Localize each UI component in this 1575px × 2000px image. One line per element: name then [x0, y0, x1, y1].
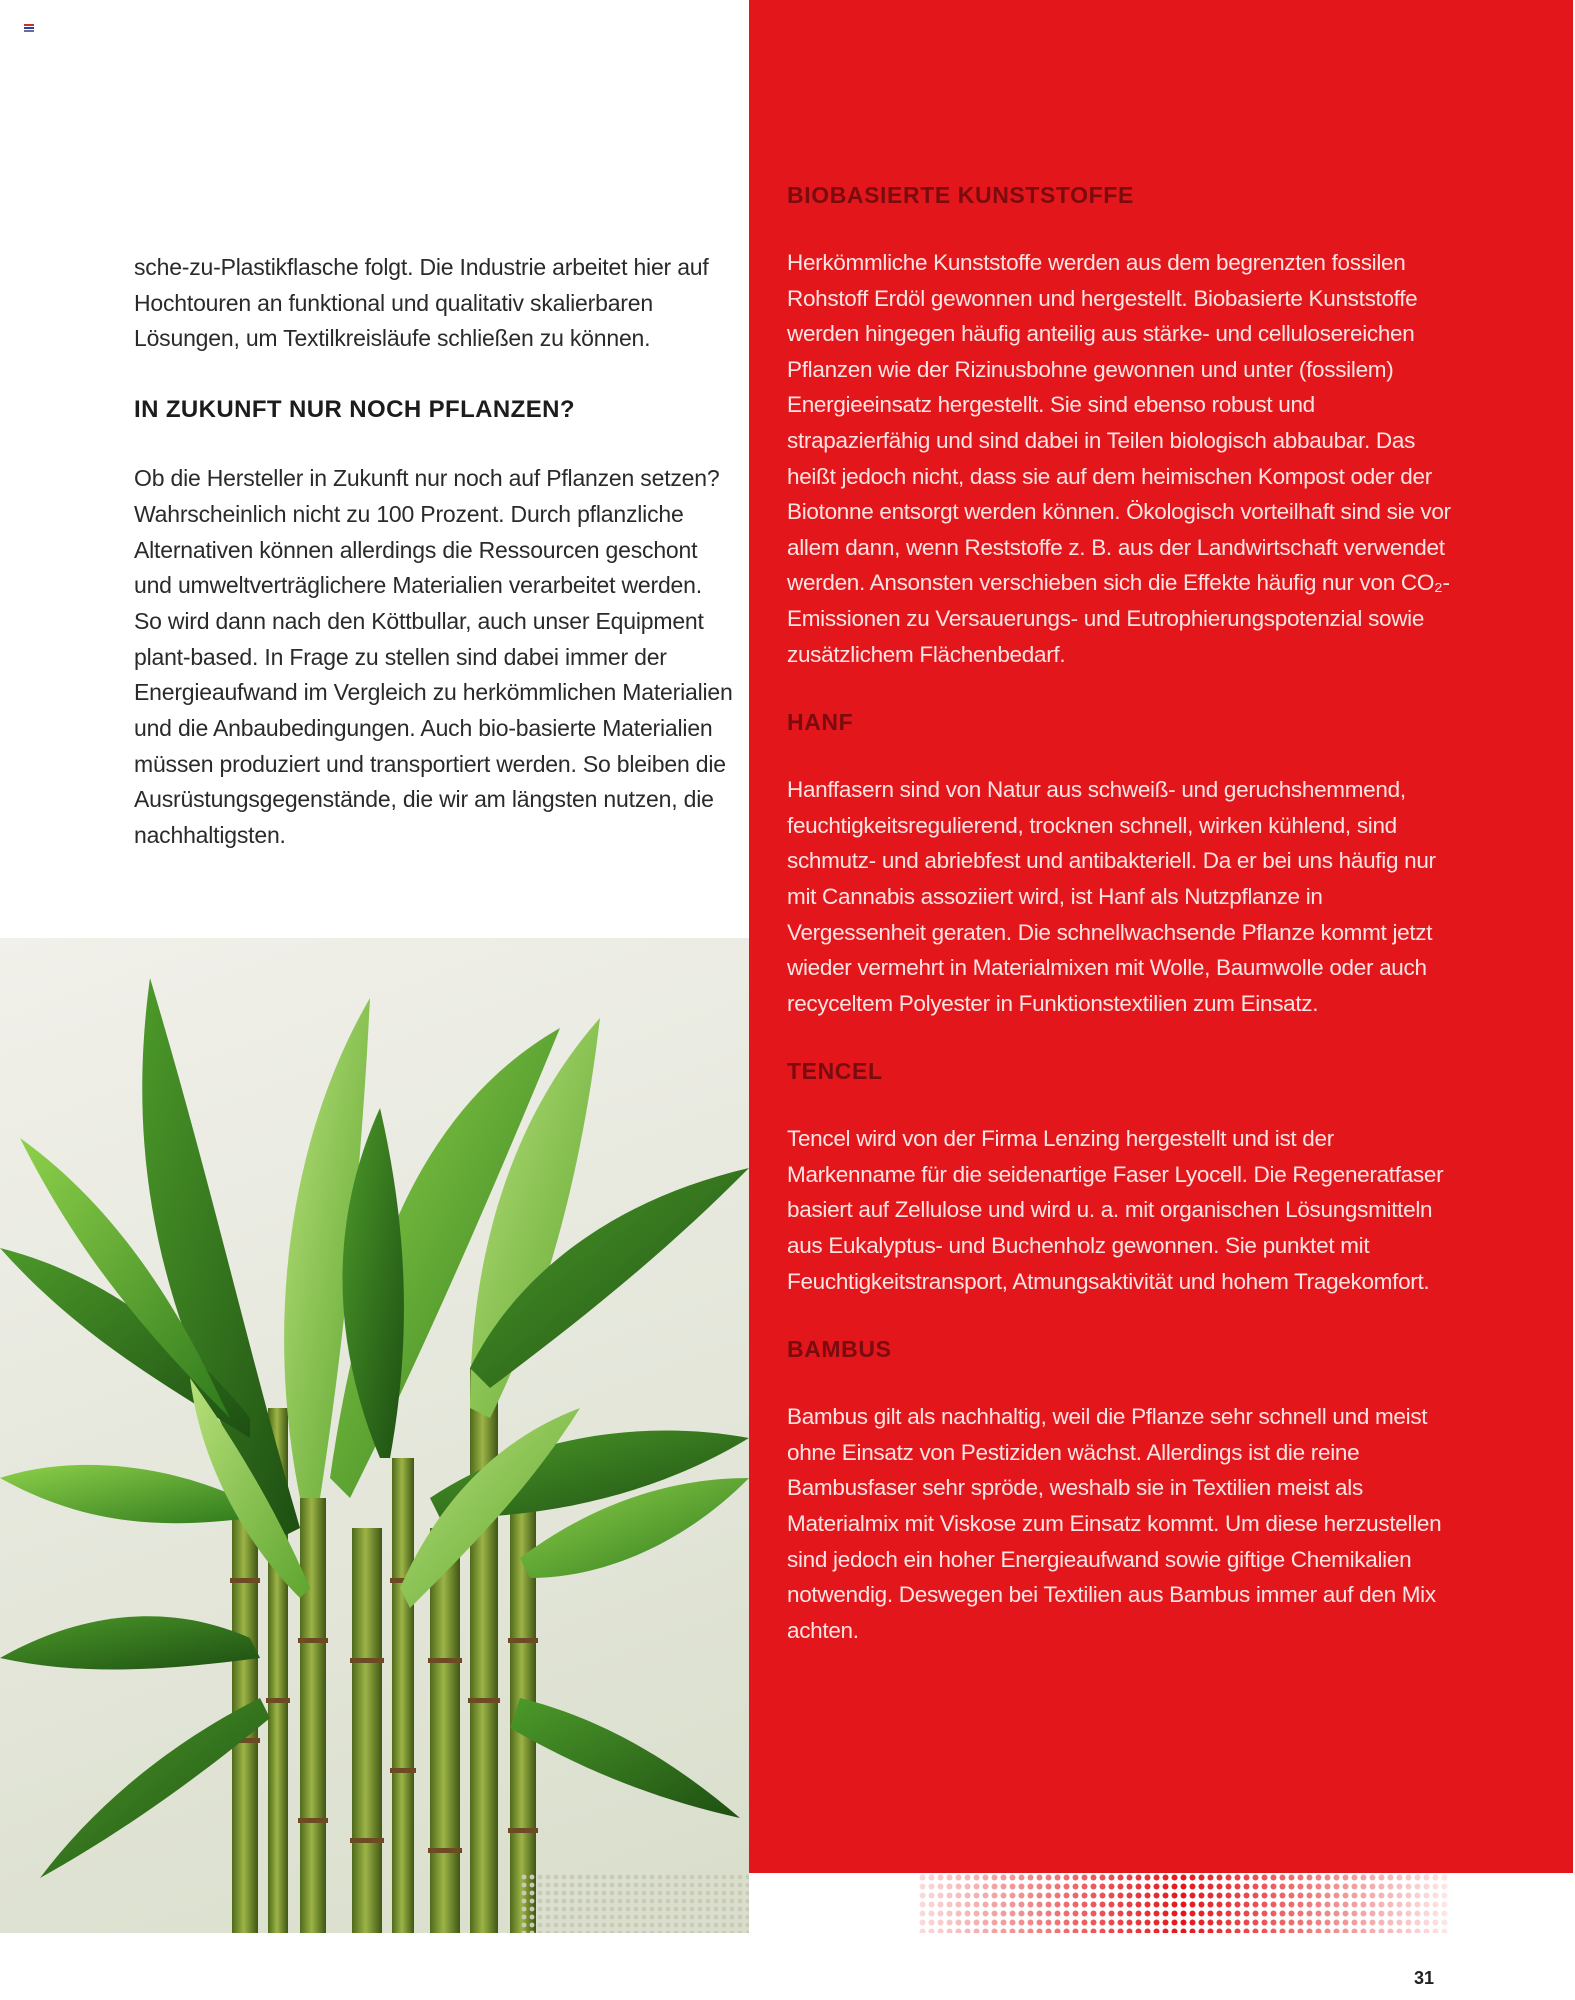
heading-tencel: TENCEL — [787, 1058, 883, 1085]
body-paragraph: Ob die Hersteller in Zukunft nur noch auf Pflanzen setzen? Wahrscheinlich nicht zu 100 Prozent. Durch pflanzliche Alternativen können allerdings die Ressourcen geschont und umweltverträglichere Materialien verarbeitet werden. So wird dann nach den Köttbullar, auch unser Equipment plant-based. In Frage zu stellen sind dabei immer der Energieaufwand im Vergleich zu herkömmlichen Materialien und die Anbaubedingungen. Auch bio-basierte Materialien müssen produziert und transportiert werden. So bleiben die Ausrüstungsgegenstände, die wir am längsten nutzen, die nachhaltigsten. — [134, 465, 733, 849]
halftone-strip-left — [520, 1873, 749, 1933]
red-panel-content — [787, 178, 1457, 1681]
text-tencel: Tencel wird von der Firma Lenzing hergestellt und ist der Markenname für die seidenartige Faser Lyocell. Die Regeneratfaser basiert auf Zellulose und wird u. a. mit organischen Lösungsmitteln aus Eukalyptus- und Buchenholz gewonnen. Sie punktet mit Feuchtigkeitstransport, Atmungsaktivität und hohem Tragekomfort. — [787, 1126, 1444, 1294]
heading-biobasierte-kunststoffe: BIOBASIERTE KUNSTSTOFFE — [787, 182, 1134, 208]
intro-paragraph: sche-zu-Plastikflasche folgt. Die Industrie arbeitet hier auf Hochtouren an funktional und qualitativ skalierbaren Lösungen, um Textilkreisläufe schließen zu können. — [134, 254, 709, 352]
text-hanf: Hanffasern sind von Natur aus schweiß- und geruchshemmend, feuchtigkeitsregulierend, trocknen schnell, wirken kühlend, sind schmutz- und abriebfest und antibakteriell. Da er bei uns häufig nur mit Cannabis assoziiert wird, ist Hanf als Nutzpflanze in Vergessenheit geraten. Die schnellwachsende Pflanze kommt jetzt wieder vermehrt in Materialmixen mit Wolle, Baumwolle oder auch recyceltem Polyester in Funktionstextilien zum Einsatz. — [787, 777, 1436, 1016]
text-bambus: Bambus gilt als nachhaltig, weil die Pflanze sehr schnell und meist ohne Einsatz von Pestiziden wächst. Allerdings ist die reine Bambusfaser sehr spröde, weshalb sie in Textilien meist als Materialmix mit Viskose zum Einsatz kommt. Um diese herzustellen sind jedoch ein hoher Energieaufwand sowie giftige Chemikalien notwendig. Deswegen bei Textilien aus Bambus immer auf den Mix achten. — [787, 1404, 1442, 1643]
heading-bambus: BAMBUS — [787, 1336, 892, 1363]
section-heading-plants: IN ZUKUNFT NUR NOCH PFLANZEN? — [134, 396, 575, 424]
text-biobasierte-kunststoffe: Herkömmliche Kunststoffe werden aus dem begrenzten fossilen Rohstoff Erdöl gewonnen und hergestellt. Biobasierte Kunststoffe werden hingegen häufig anteilig aus stärke- und cellulosereichen Pflanzen wie der Rizinusbohne gewonnen und unter (fossilem) Energieeinsatz hergestellt. Sie sind ebenso robust und strapazierfähig und sind dabei in Teilen biologisch abbaubar. Das heißt jedoch nicht, dass sie auf dem heimischen Kompost oder der Biotonne entsorgt werden können. Ökologisch vorteilhaft sind sie vor allem dann, wenn Reststoffe z. B. aus der Landwirtschaft verwendet werden. Ansonsten verschieben sich die Effekte häufig nur von CO₂-Emissionen zu Versauerungs- und Eutrophierungspotenzial sowie zusätzlichem Flächenbedarf. — [787, 250, 1451, 667]
page-number: 31 — [1414, 1968, 1435, 1988]
left-column — [134, 250, 734, 854]
corner-flag-mark — [24, 24, 34, 32]
heading-hanf: HANF — [787, 709, 854, 736]
halftone-strip-right — [918, 1873, 1448, 1933]
bamboo-photo — [0, 938, 749, 1933]
